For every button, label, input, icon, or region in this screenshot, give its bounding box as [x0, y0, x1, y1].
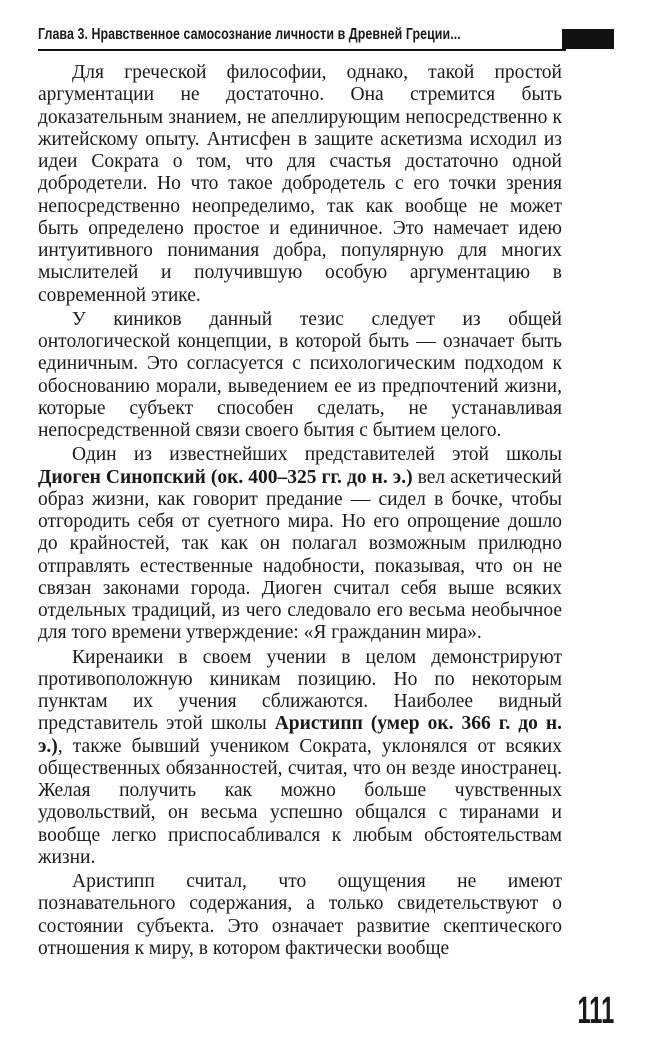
body-text	[38, 62, 562, 960]
header-black-tab	[562, 29, 614, 49]
paragraph-4-after: , также бывший учеником Сократа, уклонялся от всяких общественных обязанностей, считая, что он везде иностранец. Желая получить как можно больше чувственных удовольствий, он весьма успешно общался с тиранами и вообще легко приспосабливался к любым обстоятельствам жизни.	[38, 735, 562, 868]
paragraph-4	[38, 647, 562, 870]
running-header	[38, 22, 614, 52]
paragraph-3-after: вел аскетический образ жизни, как говорит предание — сидел в бочке, чтобы отгородить себя от суетного мира. Но его опрощение дошло до крайностей, так как он полагал возможным прилюдно отправлять естественные надобности, показывая, что он не связан законами города. Диоген считал себя выше всяких отдельных традиций, из чего следовало его весьма необычное для того времени утверждение: «Я гражданин мира».	[38, 466, 562, 644]
paragraph-5: Аристипп считал, что ощущения не имеют познавательного содержания, а только свидетельствуют о состоянии субъекта. Это означает развитие скептического отношения к миру, в котором фактически вообще	[38, 871, 562, 959]
paragraph-1: Для греческой философии, однако, такой простой аргументации не достаточно. Она стремится быть доказательным знанием, не апеллирующим непосредственно к житейскому опыту. Антисфен в защите аскетизма исходил из идеи Сократа о том, что для счастья достаточно одной добродетели. Но что такое добродетель с его точки зрения непосредственно неопределимо, так как вообще не может быть определено простое и единичное. Это намечает идею интуитивного понимания добра, популярную для многих мыслителей и получившую особую аргументацию в современной этике.	[38, 62, 562, 306]
paragraph-2: У киников данный тезис следует из общей онтологической концепции, в которой быть — означает быть единичным. Это согласуется с психологическим подходом к обоснованию морали, выведением ее из предпочтений жизни, которые субъект способен сделать, не устанавливая непосредственной связи своего бытия с бытием целого.	[38, 308, 562, 441]
aristippus-name-bold: Аристипп (умер ок. 366 г. до н. э.)	[38, 713, 562, 757]
diogenes-name-bold: Диоген Синопский (ок. 400–325 гг. до н. э.)	[38, 466, 413, 488]
paragraph-3	[38, 444, 562, 644]
header-rule	[38, 49, 566, 51]
paragraph-3-before: Один из известнейших представителей этой школы	[72, 444, 562, 466]
paragraph-4-before: Киренаики в своем учении в целом демонстрируют противоположную киникам позицию. Но по некоторым пунктам их учения сближаются. Наиболее видный представитель этой школы	[38, 646, 562, 735]
chapter-title: Глава 3. Нравственное самосознание личности в Древней Греции...	[38, 26, 461, 43]
page-number: 111	[577, 990, 614, 1032]
